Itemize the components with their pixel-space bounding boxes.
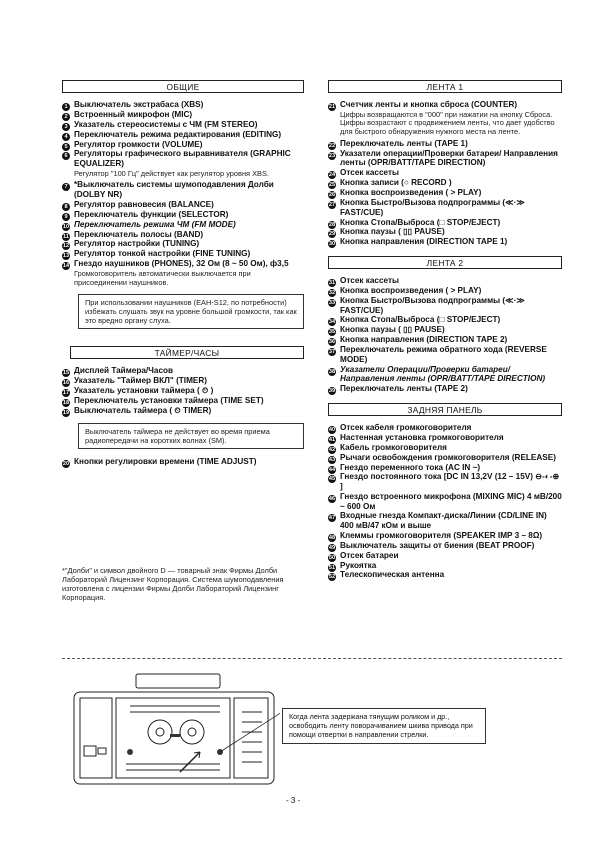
- dolby-footnote: *"Долби" и символ двойного D — товарный знак Фирмы Долби Лабораторий Лицензинг Корпорация. Система шумоподавления изготовлена с лицензии Фирмы Долби Лабораторий Лицензинг Корпорация.: [62, 566, 284, 602]
- item-number: 26: [328, 192, 336, 199]
- item-text: Выключатель экстрабаса (XBS): [74, 100, 204, 109]
- item-number: 6: [62, 152, 70, 160]
- item-text: Рычаги освобождения громкоговорителя (RELEASE): [340, 452, 556, 462]
- item-number: 4: [62, 133, 70, 141]
- section-rear-title: ЗАДНЯЯ ПАНЕЛЬ: [328, 403, 562, 416]
- item-text: Кнопка Стопа/Выброса (□ STOP/EJECT): [340, 315, 501, 325]
- tape1-list: [328, 100, 562, 247]
- item-number: 51: [328, 564, 336, 571]
- item-text: Клеммы громкоговорителя (SPEAKER IMP 3 – 8Ω): [340, 530, 543, 540]
- section-timer-title: ТАЙМЕР/ЧАСЫ: [70, 346, 304, 359]
- item-text: Отсек кассеты: [340, 276, 399, 286]
- item-number: 46: [328, 495, 336, 502]
- list-item: [328, 276, 562, 286]
- list-item: [328, 188, 562, 198]
- list-item: [62, 120, 304, 130]
- item-number: 37: [328, 349, 336, 356]
- item-text: Гнездо постоянного тока [DC IN 13,2V (12 – 15V) ⊖-◐-⊕ ]: [340, 472, 560, 492]
- list-item: [328, 139, 562, 149]
- item-text: Отсек батареи: [340, 550, 399, 560]
- list-item: [62, 210, 304, 220]
- divider: [62, 658, 562, 659]
- item-text: Кнопка паузы ( ▯▯ PAUSE): [340, 227, 445, 237]
- list-item: [328, 227, 562, 237]
- item-number: 13: [62, 253, 70, 260]
- list-item: [328, 511, 562, 530]
- list-item: [328, 296, 562, 315]
- item-text: Кнопка Стопа/Выброса (□ STOP/EJECT): [340, 217, 501, 227]
- item-number: 16: [62, 380, 70, 387]
- list-item: [62, 386, 304, 396]
- item-number: 20: [62, 460, 70, 467]
- item-text: Регуляторы графического выравнивателя (GRAPHIC EQUALIZER): [74, 149, 291, 169]
- item-text: Регулятор тонкой настройки (FINE TUNING): [74, 249, 251, 259]
- list-item: [328, 472, 562, 491]
- item-number: 1: [62, 103, 70, 111]
- page-number: - 3 -: [286, 796, 301, 805]
- item-text: Переключатель ленты (TAPE 2): [340, 384, 468, 394]
- list-item: [328, 178, 562, 188]
- item-text: Переключатель режима редактирования (EDITING): [74, 129, 282, 139]
- list-item: [62, 149, 304, 168]
- list-item: [328, 198, 562, 217]
- item-number: 10: [62, 223, 70, 230]
- item-text: Отсек кассеты: [340, 168, 399, 178]
- list-item: [328, 365, 562, 384]
- list-item: [62, 457, 304, 467]
- list-item: [328, 463, 562, 473]
- item-text: Счетчик ленты и кнопка сброса (COUNTER): [340, 100, 518, 109]
- list-item: [62, 130, 304, 140]
- item-text: Встроенный микрофон (MIC): [74, 109, 193, 119]
- item-number: 18: [62, 400, 70, 407]
- item-number: 24: [328, 172, 336, 179]
- list-item: [62, 259, 304, 269]
- item-text: Регулятор настройки (TUNING): [74, 239, 200, 249]
- list-item: [62, 100, 304, 110]
- item-text: Кнопка воспроизведения ( > PLAY): [340, 188, 482, 198]
- item-number: 35: [328, 329, 336, 336]
- general-list: [62, 100, 304, 287]
- list-item: [328, 335, 562, 345]
- list-item: [328, 570, 562, 580]
- section-tape1-title: ЛЕНТА 1: [328, 80, 562, 93]
- timer-list: [62, 366, 304, 415]
- right-column: [328, 80, 562, 580]
- item-text: Телескопическая антенна: [340, 570, 445, 580]
- item-number: 21: [328, 104, 336, 110]
- item-text: Гнездо встроенного микрофона (MIXING MIC) 4 мВ/200 ~ 600 Ом: [340, 491, 562, 511]
- list-item: [62, 180, 304, 199]
- list-item: [328, 433, 562, 443]
- list-item: [328, 531, 562, 541]
- item-number: 17: [62, 390, 70, 397]
- device-rear-illustration: [70, 672, 280, 790]
- list-item: [62, 110, 304, 120]
- list-item: [328, 345, 562, 364]
- item-number: 25: [328, 182, 336, 189]
- item-number: 11: [63, 233, 69, 240]
- item-text: Кнопка направления (DIRECTION TAPE 1): [340, 237, 508, 247]
- tape-release-callout: Когда лента задержана тянущим роликом и др., освободить ленту поворачиванием шкива привода при помощи отвертки в направлении стрелки.: [282, 708, 486, 744]
- item-number: 22: [328, 142, 336, 149]
- item-number: 19: [62, 410, 70, 417]
- list-item: [328, 168, 562, 178]
- item-text: Кнопки регулировки времени (TIME ADJUST): [74, 456, 257, 466]
- item-number: 9: [62, 213, 70, 221]
- list-item: [328, 384, 562, 394]
- item-number: 7: [62, 183, 70, 191]
- list-item: [328, 325, 562, 335]
- item-text: Переключатель режима ЧМ (FM MODE): [74, 219, 236, 229]
- item-text: Переключатель режима обратного хода (REVERSE MODE): [340, 345, 547, 364]
- tape2-list: [328, 276, 562, 394]
- list-item: [328, 218, 562, 228]
- item-number: 8: [62, 203, 70, 211]
- item-number: 49: [328, 544, 336, 551]
- list-item: [328, 551, 562, 561]
- item-number: 30: [328, 241, 336, 248]
- list-item: [328, 423, 562, 433]
- list-item: [328, 541, 562, 551]
- item-text: Выключатель защиты от биения (BEAT PROOF): [340, 540, 535, 550]
- section-tape2-title: ЛЕНТА 2: [328, 256, 562, 269]
- list-item: [328, 492, 562, 511]
- item-text: Переключатель полосы (BAND): [74, 229, 204, 239]
- item-text: Кнопка паузы ( ▯▯ PAUSE): [340, 325, 445, 335]
- list-item: [62, 366, 304, 376]
- item-text: Переключатель функции (SELECTOR): [74, 209, 229, 219]
- list-item: [62, 239, 304, 249]
- item-note: Громкоговоритель автоматически выключается при присоединении наушников.: [74, 268, 251, 287]
- item-text: Гнездо переменного тока (AC IN ~): [340, 462, 481, 472]
- timer-warning: Выключатель таймера не действует во время приема радиопередачи на коротких волнах (SM).: [78, 423, 304, 449]
- list-item: [62, 200, 304, 210]
- item-text: Кнопка направления (DIRECTION TAPE 2): [340, 335, 508, 345]
- list-item: [62, 376, 304, 386]
- item-number: 23: [328, 152, 336, 159]
- item-number: 15: [62, 370, 70, 377]
- item-number: 41: [328, 436, 336, 443]
- item-text: Указатели операции/Проверки батареи/ Направления ленты (OPR/BATT/TAPE DIRECTION): [340, 148, 558, 168]
- item-number: 44: [328, 466, 336, 473]
- item-text: Переключатель установки таймера (TIME SET): [74, 396, 264, 406]
- item-text: Дисплей Таймера/Часов: [74, 366, 174, 376]
- item-text: Указатель "Таймер ВКЛ" (TIMER): [74, 376, 208, 386]
- item-text: Настенная установка громкоговорителя: [340, 432, 504, 442]
- item-number: 31: [328, 280, 336, 287]
- item-note: Цифры возвращаются в "000" при нажатии на кнопку Сброса. Цифры возрастают с продвижением ленты, что дает удобство для быстрого обнаружения нужного места на ленте.: [340, 109, 555, 137]
- item-number: 40: [328, 426, 336, 433]
- item-number: 12: [62, 243, 70, 250]
- item-number: 45: [328, 476, 336, 483]
- list-item: [62, 140, 304, 150]
- item-number: 27: [328, 202, 336, 209]
- left-column: [62, 80, 304, 467]
- list-item: [328, 286, 562, 296]
- item-number: 42: [328, 446, 336, 453]
- item-number: 38: [328, 368, 336, 375]
- section-general-title: ОБЩИЕ: [62, 80, 304, 93]
- item-number: 39: [328, 388, 336, 395]
- item-number: 36: [328, 339, 336, 346]
- item-text: Входные гнезда Компакт-диска/Линии (CD/LINE IN) 400 мВ/47 кОм и выше: [340, 511, 547, 530]
- item-number: 34: [328, 319, 336, 326]
- item-text: Кнопка Быстро/Вызова подпрограммы (≪·≫ FAST/CUE): [340, 198, 525, 217]
- item-number: 5: [62, 143, 70, 151]
- item-number: 48: [328, 534, 336, 541]
- item-number: 52: [328, 574, 336, 581]
- list-item: [62, 396, 304, 406]
- list-item: [328, 100, 562, 110]
- item-text: Указатели Операции/Проверки батареи/ Направления ленты (OPR/BATT/TAPE DIRECTION): [340, 364, 546, 384]
- list-item: [328, 315, 562, 325]
- item-number: 32: [328, 290, 336, 297]
- item-text: Отсек кабеля громкоговорителя: [340, 422, 472, 432]
- list-item: [328, 453, 562, 463]
- item-number: 14: [62, 263, 70, 270]
- list-item: [62, 220, 304, 230]
- item-text: Указатель установки таймера ( ⏲ ): [74, 386, 214, 396]
- list-item: [328, 561, 562, 571]
- list-item: [328, 149, 562, 168]
- item-text: *Выключатель системы шумоподавления Долби (DOLBY NR): [74, 180, 274, 200]
- item-text: Переключатель ленты (TAPE 1): [340, 138, 468, 148]
- item-note: Регулятор "100 Гц" действует как регулятор уровня XBS.: [74, 168, 269, 178]
- list-item: [62, 406, 304, 416]
- item-number: 43: [328, 456, 336, 463]
- item-number: 28: [328, 221, 336, 228]
- list-item: [62, 249, 304, 259]
- item-text: Указатель стереосистемы с ЧМ (FM STEREO): [74, 119, 258, 129]
- item-text: Кнопка записи (○ RECORD ): [340, 178, 452, 188]
- item-text: Гнездо наушников (PHONES), 32 Ом (8 ~ 50 Ом), ф3,5: [74, 259, 289, 269]
- item-number: 29: [328, 231, 336, 238]
- item-number: 47: [328, 515, 336, 522]
- item-number: 2: [62, 113, 70, 121]
- item-text: Регулятор равновесия (BALANCE): [74, 199, 214, 209]
- item-text: Кнопка Быстро/Вызова подпрограммы (≪·≫ FAST/CUE): [340, 295, 525, 315]
- item-number: 33: [328, 299, 336, 306]
- item-text: Кабель громкоговорителя: [340, 442, 447, 452]
- item-text: Выключатель таймера ( ⏲ TIMER): [74, 406, 212, 416]
- rear-list: [328, 423, 562, 580]
- item-number: 3: [62, 123, 70, 131]
- item-text: Кнопка воспроизведения ( > PLAY): [340, 286, 482, 296]
- list-item: [328, 237, 562, 247]
- list-item: [62, 230, 304, 240]
- list-item: [328, 443, 562, 453]
- headphones-warning: При использовании наушников (EAH-S12, по потребности) избежать слушать звук на уровне большой громкости, так как это вредно органу слуха.: [78, 294, 304, 329]
- item-text: Регулятор громкости (VOLUME): [74, 139, 203, 149]
- item-text: Рукоятка: [340, 560, 377, 570]
- item-number: 50: [328, 554, 336, 561]
